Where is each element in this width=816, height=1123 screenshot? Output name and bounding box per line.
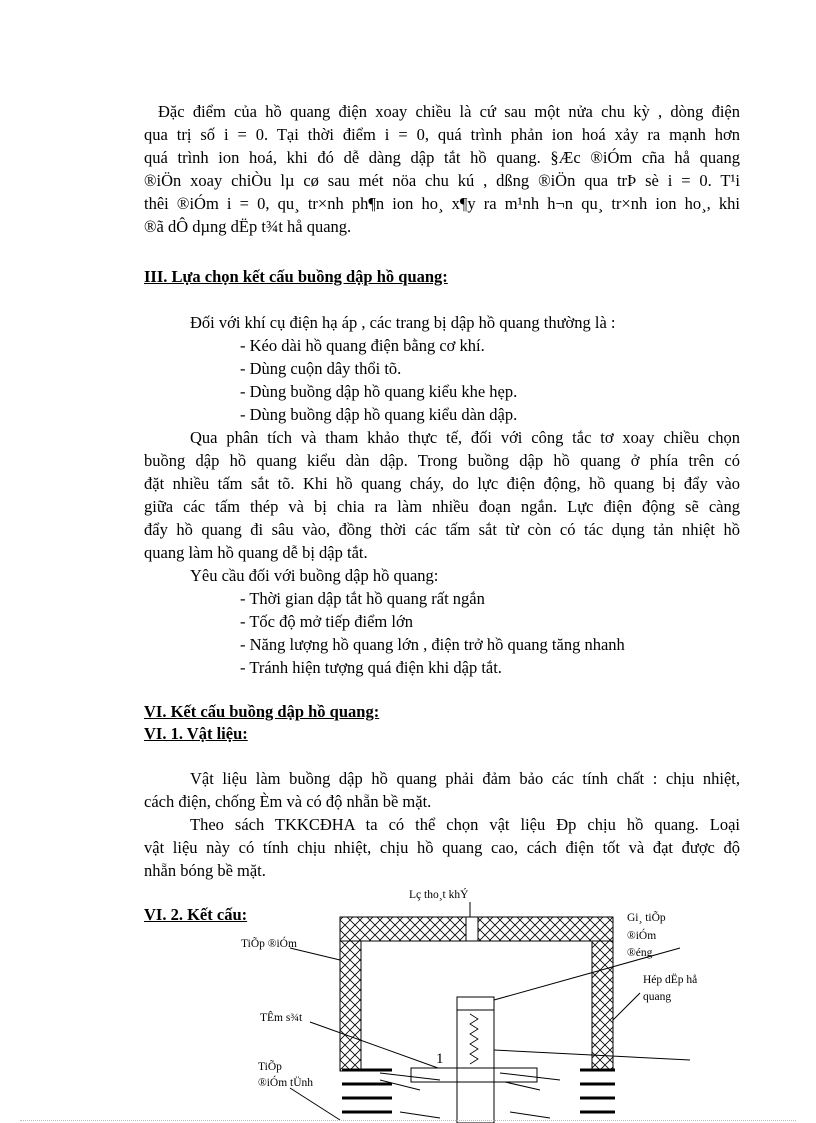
label-plate: TÊm s¾t bbox=[260, 1012, 303, 1024]
paragraph-line: Theo sách TKKCĐHA ta có thể chọn vật liệu Đp chịu hồ quang. Loại bbox=[190, 815, 740, 834]
paragraph-line: quang làm hồ quang dễ bị dập tắt. bbox=[144, 543, 368, 562]
paragraph-line: cách điện, chống Èm và có độ nhẵn bề mặt. bbox=[144, 792, 432, 811]
paragraph-line: vật liệu này có tính chịu nhiệt, chịu hồ quang cao, cách điện tốt và đạt được độ bbox=[144, 838, 740, 857]
intro-line: Đặc điểm của hồ quang điện xoay chiều là cứ sau một nửa chu kỳ , dòng điện bbox=[158, 102, 740, 121]
subsection-heading: VI. 2. Kết cấu: bbox=[144, 905, 248, 924]
label-moving-contact: ®éng bbox=[627, 947, 653, 959]
label-fixed-contact: ®iÓm tÜnh bbox=[258, 1077, 314, 1089]
paragraph-line: Vật liệu làm buồng dập hồ quang phải đảm bảo các tính chất : chịu nhiệt, bbox=[190, 769, 740, 788]
requirements-lead: Yêu cầu đối với buồng dập hồ quang: bbox=[190, 566, 439, 585]
intro-line: thêi ®iÓm i = 0, qu¸ tr×nh ph¶n ion ho¸ x¶y ra m¹nh h¬n qu¸ tr×nh ion ho¸, khi bbox=[144, 194, 740, 213]
paragraph-line: đặt nhiều tấm sắt tõ. Khi hồ quang cháy, do lực điện động, hồ quang bị đẩy vào bbox=[144, 474, 740, 493]
list-item: - Tốc độ mở tiếp điểm lớn bbox=[240, 612, 413, 631]
paragraph-line: nhẵn bóng bề mặt. bbox=[144, 861, 266, 880]
subsection-heading: VI. 1. Vật liệu: bbox=[144, 724, 248, 743]
list-item: - Năng lượng hồ quang lớn , điện trở hồ quang tăng nhanh bbox=[240, 635, 625, 654]
label-exhaust-hole: Lç tho¸t khÝ bbox=[409, 889, 469, 901]
list-item: - Tránh hiện tượng quá điện khi dập tắt. bbox=[240, 658, 502, 677]
paragraph-line: giữa các tấm thép và bị chia ra làm nhiều đoạn ngắn. Lực điện động sẽ càng bbox=[144, 497, 740, 516]
list-item: - Dùng buồng dập hồ quang kiểu dàn dập. bbox=[240, 405, 518, 424]
list-item: - Thời gian dập tắt hồ quang rất ngắn bbox=[240, 589, 485, 608]
label-moving-contact: ®iÓm bbox=[627, 930, 657, 942]
label-fixed-contact: TiÕp bbox=[258, 1061, 282, 1073]
paragraph-line: Qua phân tích và tham khảo thực tế, đối với công tắc tơ xoay chiều chọn bbox=[190, 428, 740, 447]
paragraph-line: đẩy hồ quang đi sâu vào, đồng thời các tấm sắt từ còn có tác dụng tản nhiệt hồ bbox=[144, 520, 740, 539]
intro-line: ®ã dÔ dµng dËp t¾t hå quang. bbox=[144, 217, 352, 236]
paragraph-line: buồng dập hồ quang kiểu dàn dập. Trong buồng dập hồ quang ở phía trên có bbox=[144, 451, 740, 470]
label-arc-box: quang bbox=[643, 991, 672, 1003]
section-heading: III. Lựa chọn kết cấu buồng dập hồ quang: bbox=[144, 267, 448, 286]
arc-lines bbox=[380, 1073, 560, 1118]
intro-line: quá trình ion hoá, khi đó dễ dàng dập tắt hồ quang. §Æc ®iÓm cña hå quang bbox=[144, 148, 740, 167]
moving-contact-holder bbox=[411, 997, 537, 1123]
page-bottom-rule bbox=[20, 1120, 796, 1121]
splitter-plates bbox=[342, 1070, 615, 1112]
intro-line: qua trị số i = 0. Tại thời điểm i = 0, quá trình phản ion hoá xảy ra mạnh hơn bbox=[144, 125, 740, 144]
list-item: - Kéo dài hồ quang điện bằng cơ khí. bbox=[240, 336, 485, 355]
section-heading: VI. Kết cấu buồng dập hồ quang: bbox=[144, 702, 380, 721]
label-contact: TiÕp ®iÓm bbox=[241, 938, 297, 950]
list-item: - Dùng cuộn dây thổi tõ. bbox=[240, 359, 402, 378]
intro-line: ®iÖn xoay chiÒu lµ cø sau mét nöa chu kú , dßng ®iÖn qua trÞ sè i = 0. T¹i bbox=[144, 171, 740, 190]
section-lead: Đối với khí cụ điện hạ áp , các trang bị dập hồ quang thường là : bbox=[190, 313, 616, 332]
list-item: - Dùng buồng dập hồ quang kiểu khe hẹp. bbox=[240, 382, 518, 401]
label-arc-box: Hép dËp hå bbox=[643, 974, 698, 986]
label-number: 1 bbox=[436, 1051, 444, 1067]
label-moving-contact: Gi¸ tiÕp bbox=[627, 912, 666, 924]
